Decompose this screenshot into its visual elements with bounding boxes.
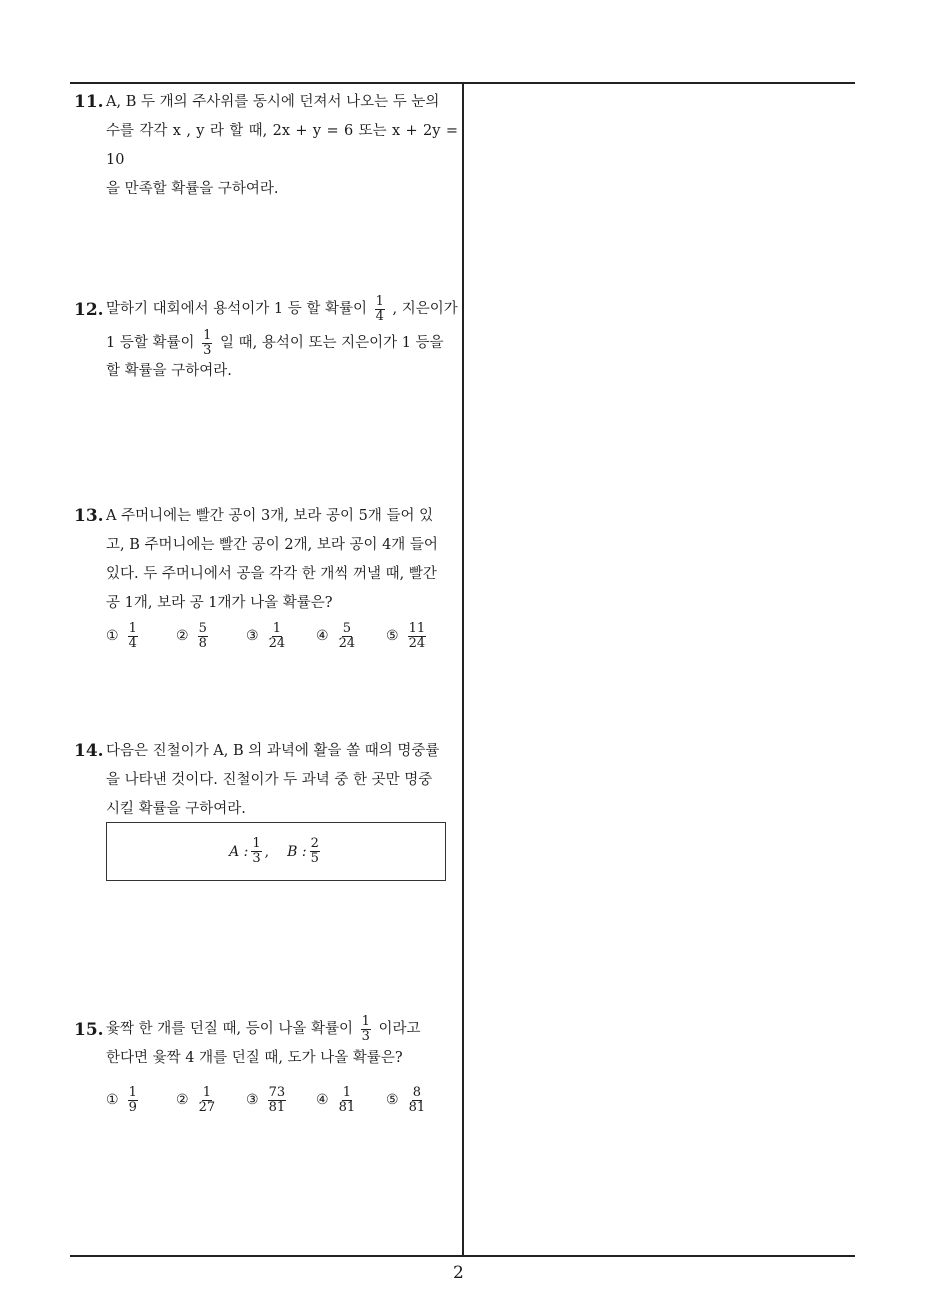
choice-4[interactable]: ④ $\frac{5}{24}$ (316, 621, 356, 651)
choice-2[interactable]: ② $\frac{1}{27}$ (176, 1085, 216, 1115)
text-line: 할 확률을 구하여라. (106, 363, 232, 379)
question-number: 15. (74, 1020, 104, 1040)
fraction-b: $\frac{2}{5}$ (310, 836, 319, 866)
choice-2[interactable]: ② $\frac{5}{8}$ (176, 621, 207, 651)
answer-choices (106, 622, 456, 651)
question-number: 11. (74, 92, 104, 112)
question-15 (74, 1012, 458, 1115)
text-segment: 일 때, 용석이 또는 지은이가 1 등을 (219, 335, 444, 351)
choice-4[interactable]: ④ $\frac{1}{81}$ (316, 1085, 356, 1115)
text-segment: , 지은이가 (392, 301, 458, 317)
text-line (106, 292, 458, 326)
question-11 (74, 88, 458, 204)
text-line: 공 1개, 보라 공 1개가 나올 확률은? (106, 595, 333, 611)
question-text (106, 88, 458, 204)
choice-3[interactable]: ③ $\frac{73}{81}$ (246, 1085, 286, 1115)
text-line: 고, B 주머니에는 빨간 공이 2개, 보라 공이 4개 들어 (106, 537, 438, 553)
fraction: $\frac{1}{3}$ (361, 1013, 370, 1044)
text-segment: 이라고 (378, 1021, 421, 1037)
fraction: $\frac{1}{4}$ (375, 293, 384, 324)
choice-3[interactable]: ③ $\frac{1}{24}$ (246, 621, 286, 651)
separator: , (264, 843, 270, 860)
text-segment: 윷짝 한 개를 던질 때, 등이 나올 확률이 (106, 1021, 353, 1037)
label-a: A : (229, 843, 249, 860)
bottom-rule (70, 1255, 855, 1257)
question-number: 14. (74, 741, 104, 761)
question-text (106, 292, 458, 382)
text-line (106, 326, 458, 360)
text-segment: 말하기 대회에서 용석이가 1 등 할 확률이 (106, 301, 367, 317)
text-segment: 1 등할 확률이 (106, 335, 195, 351)
choice-5[interactable]: ⑤ $\frac{8}{81}$ (386, 1085, 426, 1115)
fraction: $\frac{1}{3}$ (203, 327, 212, 358)
answer-choices (106, 1086, 456, 1115)
text-line: 수를 각각 x , y 라 할 때, 2x + y = 6 또는 x + 2y = 10 (106, 123, 458, 168)
column-divider (462, 82, 464, 1256)
text-line: 을 만족할 확률을 구하여라. (106, 181, 279, 197)
question-number: 13. (74, 506, 104, 526)
fraction-a: $\frac{1}{3}$ (252, 836, 261, 866)
choice-1[interactable]: ① $\frac{1}{4}$ (106, 621, 137, 651)
text-line: 을 나타낸 것이다. 진철이가 두 과녁 중 한 곳만 명중 (106, 772, 433, 788)
text-line: 한다면 윷짝 4 개를 던질 때, 도가 나올 확률은? (106, 1050, 403, 1066)
page-number: 2 (453, 1263, 464, 1283)
question-14 (74, 737, 458, 824)
question-13 (74, 502, 458, 651)
text-line: A, B 두 개의 주사위를 동시에 던져서 나오는 두 눈의 (106, 94, 440, 110)
question-number: 12. (74, 300, 104, 320)
question-text (106, 737, 458, 824)
text-line: 있다. 두 주머니에서 공을 각각 한 개씩 꺼낼 때, 빨간 (106, 566, 437, 582)
choice-1[interactable]: ① $\frac{1}{9}$ (106, 1085, 137, 1115)
text-line: 다음은 진철이가 A, B 의 과녁에 활을 쏠 때의 명중률 (106, 743, 440, 759)
label-b: B : (287, 843, 307, 860)
question-text (106, 502, 458, 618)
question-12 (74, 292, 458, 382)
choice-5[interactable]: ⑤ $\frac{11}{24}$ (386, 621, 426, 651)
hit-rate-box (106, 822, 446, 881)
question-text (106, 1012, 458, 1070)
text-line: 시킬 확률을 구하여라. (106, 801, 246, 817)
text-line (106, 1012, 458, 1046)
text-line: A 주머니에는 빨간 공이 3개, 보라 공이 5개 들어 있 (106, 508, 434, 524)
